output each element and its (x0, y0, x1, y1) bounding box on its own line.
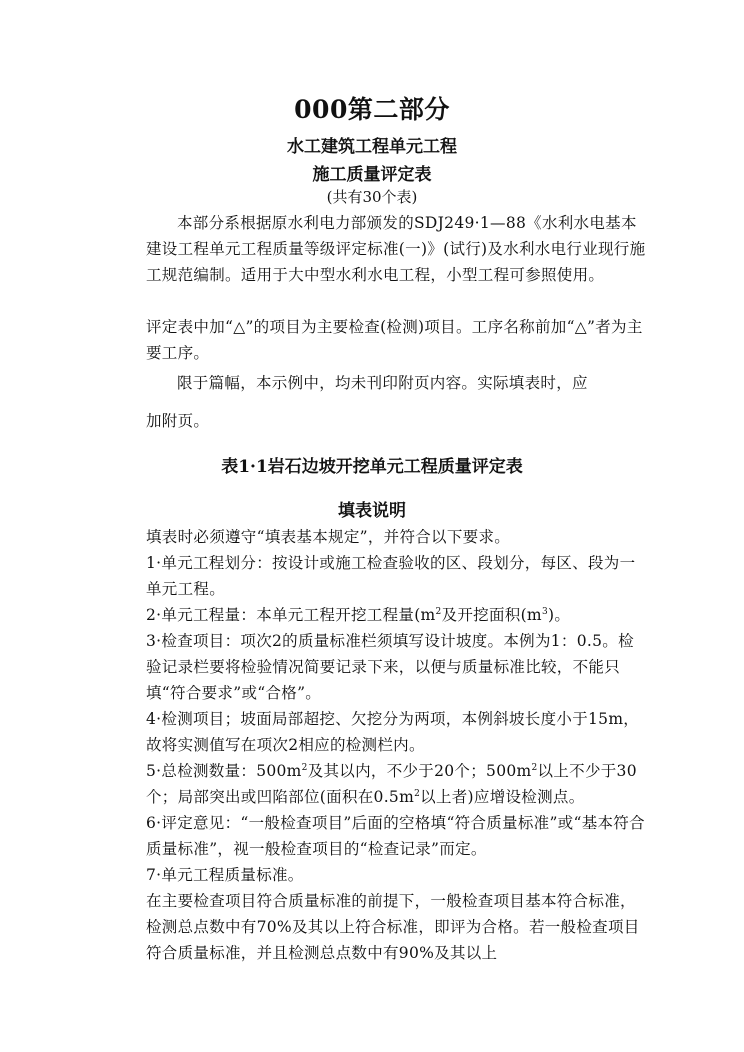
document-title: 000第二部分 (294, 95, 450, 124)
table-count: (共有30个表) (326, 188, 418, 206)
instruction-item-3: 3·检查项目：项次2的质量标准栏须填写设计坡度。本例为1：0.5。检验记录栏要将检验情况简要记录下来，以便与质量标准比较，不能只填“符合要求”或“合格”。 (146, 632, 634, 702)
intro-paragraph-2: 评定表中加“△”的项目为主要检查(检测)项目。工序名称前加“△”者为主要工序。 (146, 318, 643, 362)
fill-intro: 填表时必须遵守“填表基本规定”，并符合以下要求。 (146, 528, 511, 546)
instruction-item-7: 7·单元工程质量标准。 (146, 866, 304, 884)
instruction-item-1: 1·单元工程划分：按设计或施工检查验收的区、段划分，每区、段为一单元工程。 (146, 554, 636, 598)
instruction-item-7-text: 在主要检查项目符合质量标准的前提下，一般检查项目基本符合标准，检测总点数中有70%及其以上符合标准，即评为合格。若一般检查项目符合质量标准，并且检测总点数中有90%及其以上 (146, 892, 640, 962)
intro-paragraph-1: 本部分系根据原水利电力部颁发的SDJ249·1—88《水利水电基本建设工程单元工程质量等级评定标准(一)》(试行)及水利水电行业现行施工规范编制。适用于大中型水利水电工程，小型工程可参照使用。 (146, 214, 646, 284)
instruction-item-6: 6·评定意见：“一般检查项目”后面的空格填“符合质量标准”或“基本符合质量标准”，视一般检查项目的“检查记录”而定。 (146, 814, 645, 858)
table-title: 表1·1岩石边坡开挖单元工程质量评定表 (221, 457, 523, 477)
subtitle-2: 施工质量评定表 (312, 165, 432, 185)
instruction-item-2: 2·单元工程量：本单元工程开挖工程量($m^2$及开挖面积$(m^3)$。 (146, 606, 571, 624)
instruction-item-5: 5·总检测数量：$500m^2$及其以内，不少于20个；$500m^2$以上不少于30个；局部突出或凹陷部位(面积在$0.5m^2$以上者)应增设检测点。 (146, 762, 637, 806)
instruction-item-4: 4·检测项目；坡面局部超挖、欠挖分为两项，本例斜坡长度小于15m，故将实测值写在项次2相应的检测栏内。 (146, 710, 640, 754)
intro-paragraph-3-cont: 加附页。 (146, 412, 210, 430)
fill-instructions-title: 填表说明 (338, 501, 406, 521)
subtitle-1: 水工建筑工程单元工程 (287, 137, 457, 157)
intro-paragraph-3: 限于篇幅，本示例中，均未刊印附页内容。实际填表时，应 (177, 374, 588, 392)
